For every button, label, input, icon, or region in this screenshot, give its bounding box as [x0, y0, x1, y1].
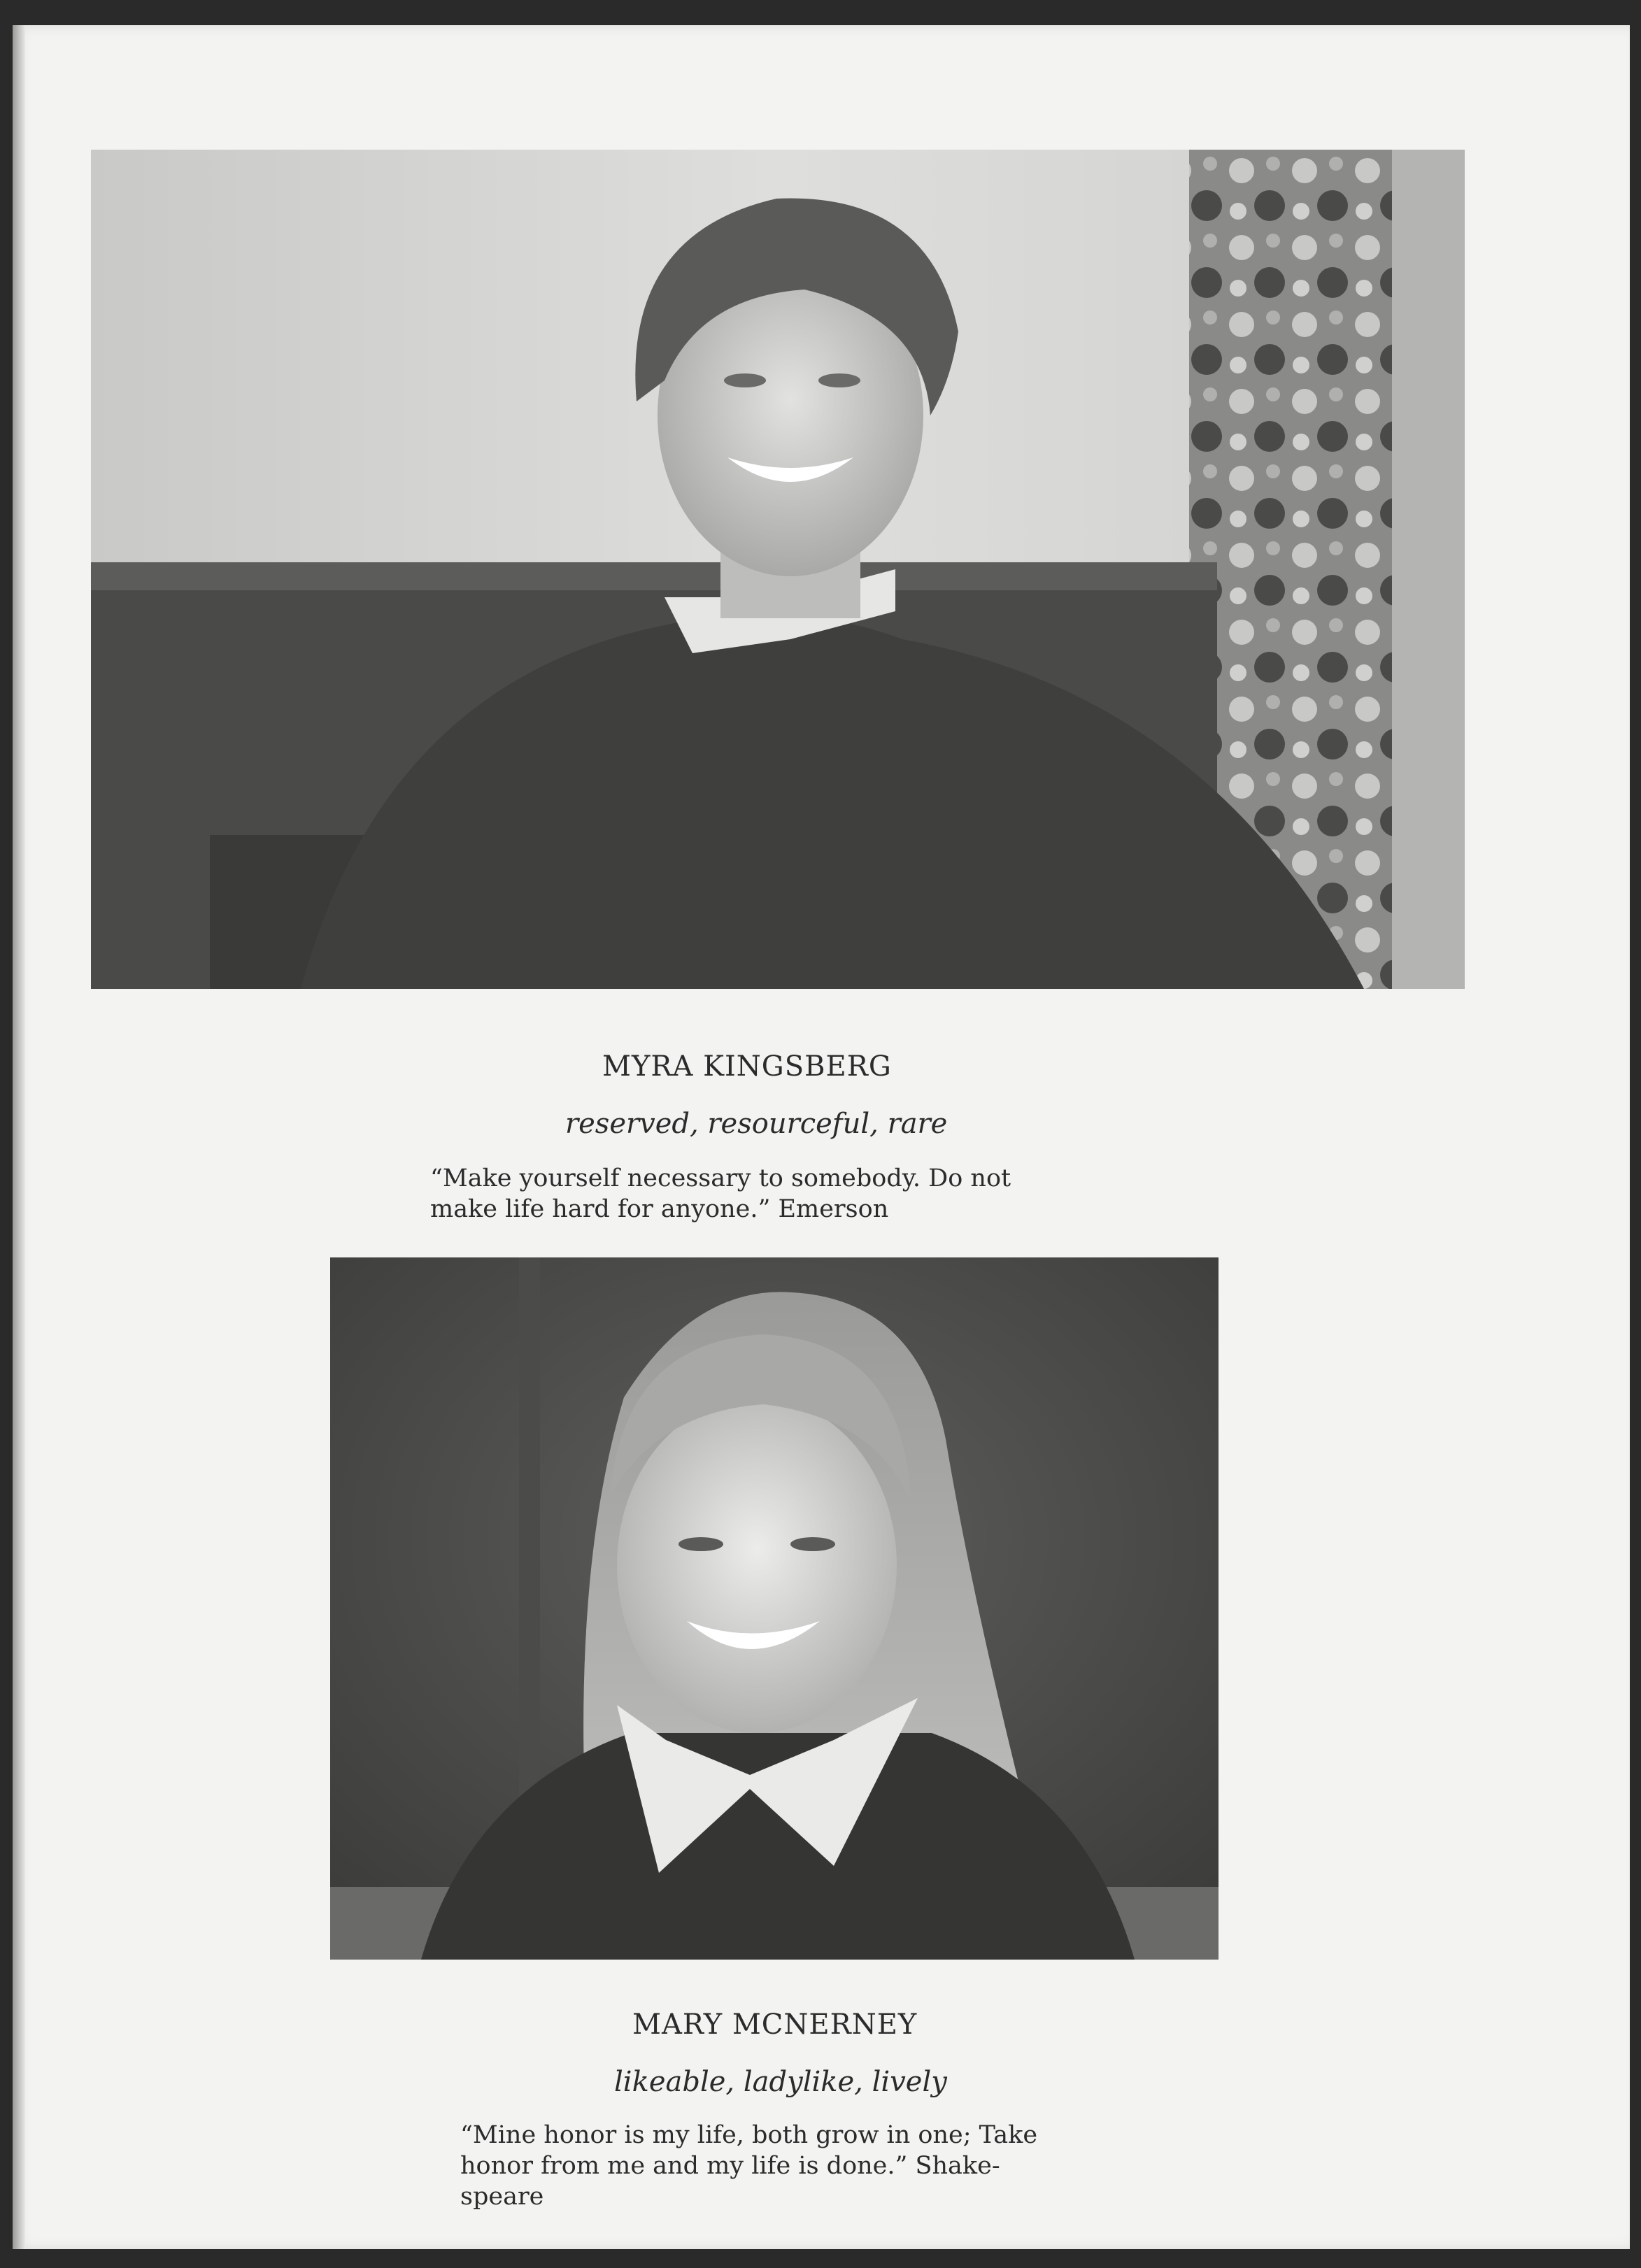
student-quote-2 — [460, 2120, 1097, 2212]
yearbook-page — [13, 25, 1630, 2249]
portrait-photo-1 — [91, 150, 1465, 989]
page-binding — [13, 25, 25, 2249]
student-adjectives-2: likeable, ladylike, lively — [614, 2066, 947, 2098]
quote-line: “Make yourself necessary to somebody. Do not — [430, 1164, 1011, 1192]
quote-line: make life hard for anyone.” Emerson — [430, 1195, 889, 1223]
student-name-2: MARY MCNERNEY — [632, 2009, 918, 2041]
quote-line: speare — [460, 2183, 544, 2211]
quote-line: “Mine honor is my life, both grow in one; Take — [460, 2121, 1038, 2149]
quote-line: honor from me and my life is done.” Shake- — [460, 2152, 1000, 2180]
portrait-photo-2 — [330, 1257, 1219, 1960]
portrait-photo-1-image — [91, 150, 1465, 989]
student-name-1: MYRA KINGSBERG — [602, 1050, 892, 1083]
student-quote-1 — [430, 1163, 1060, 1225]
portrait-photo-2-image — [330, 1257, 1219, 1960]
student-adjectives-1: reserved, resourceful, rare — [565, 1108, 948, 1140]
